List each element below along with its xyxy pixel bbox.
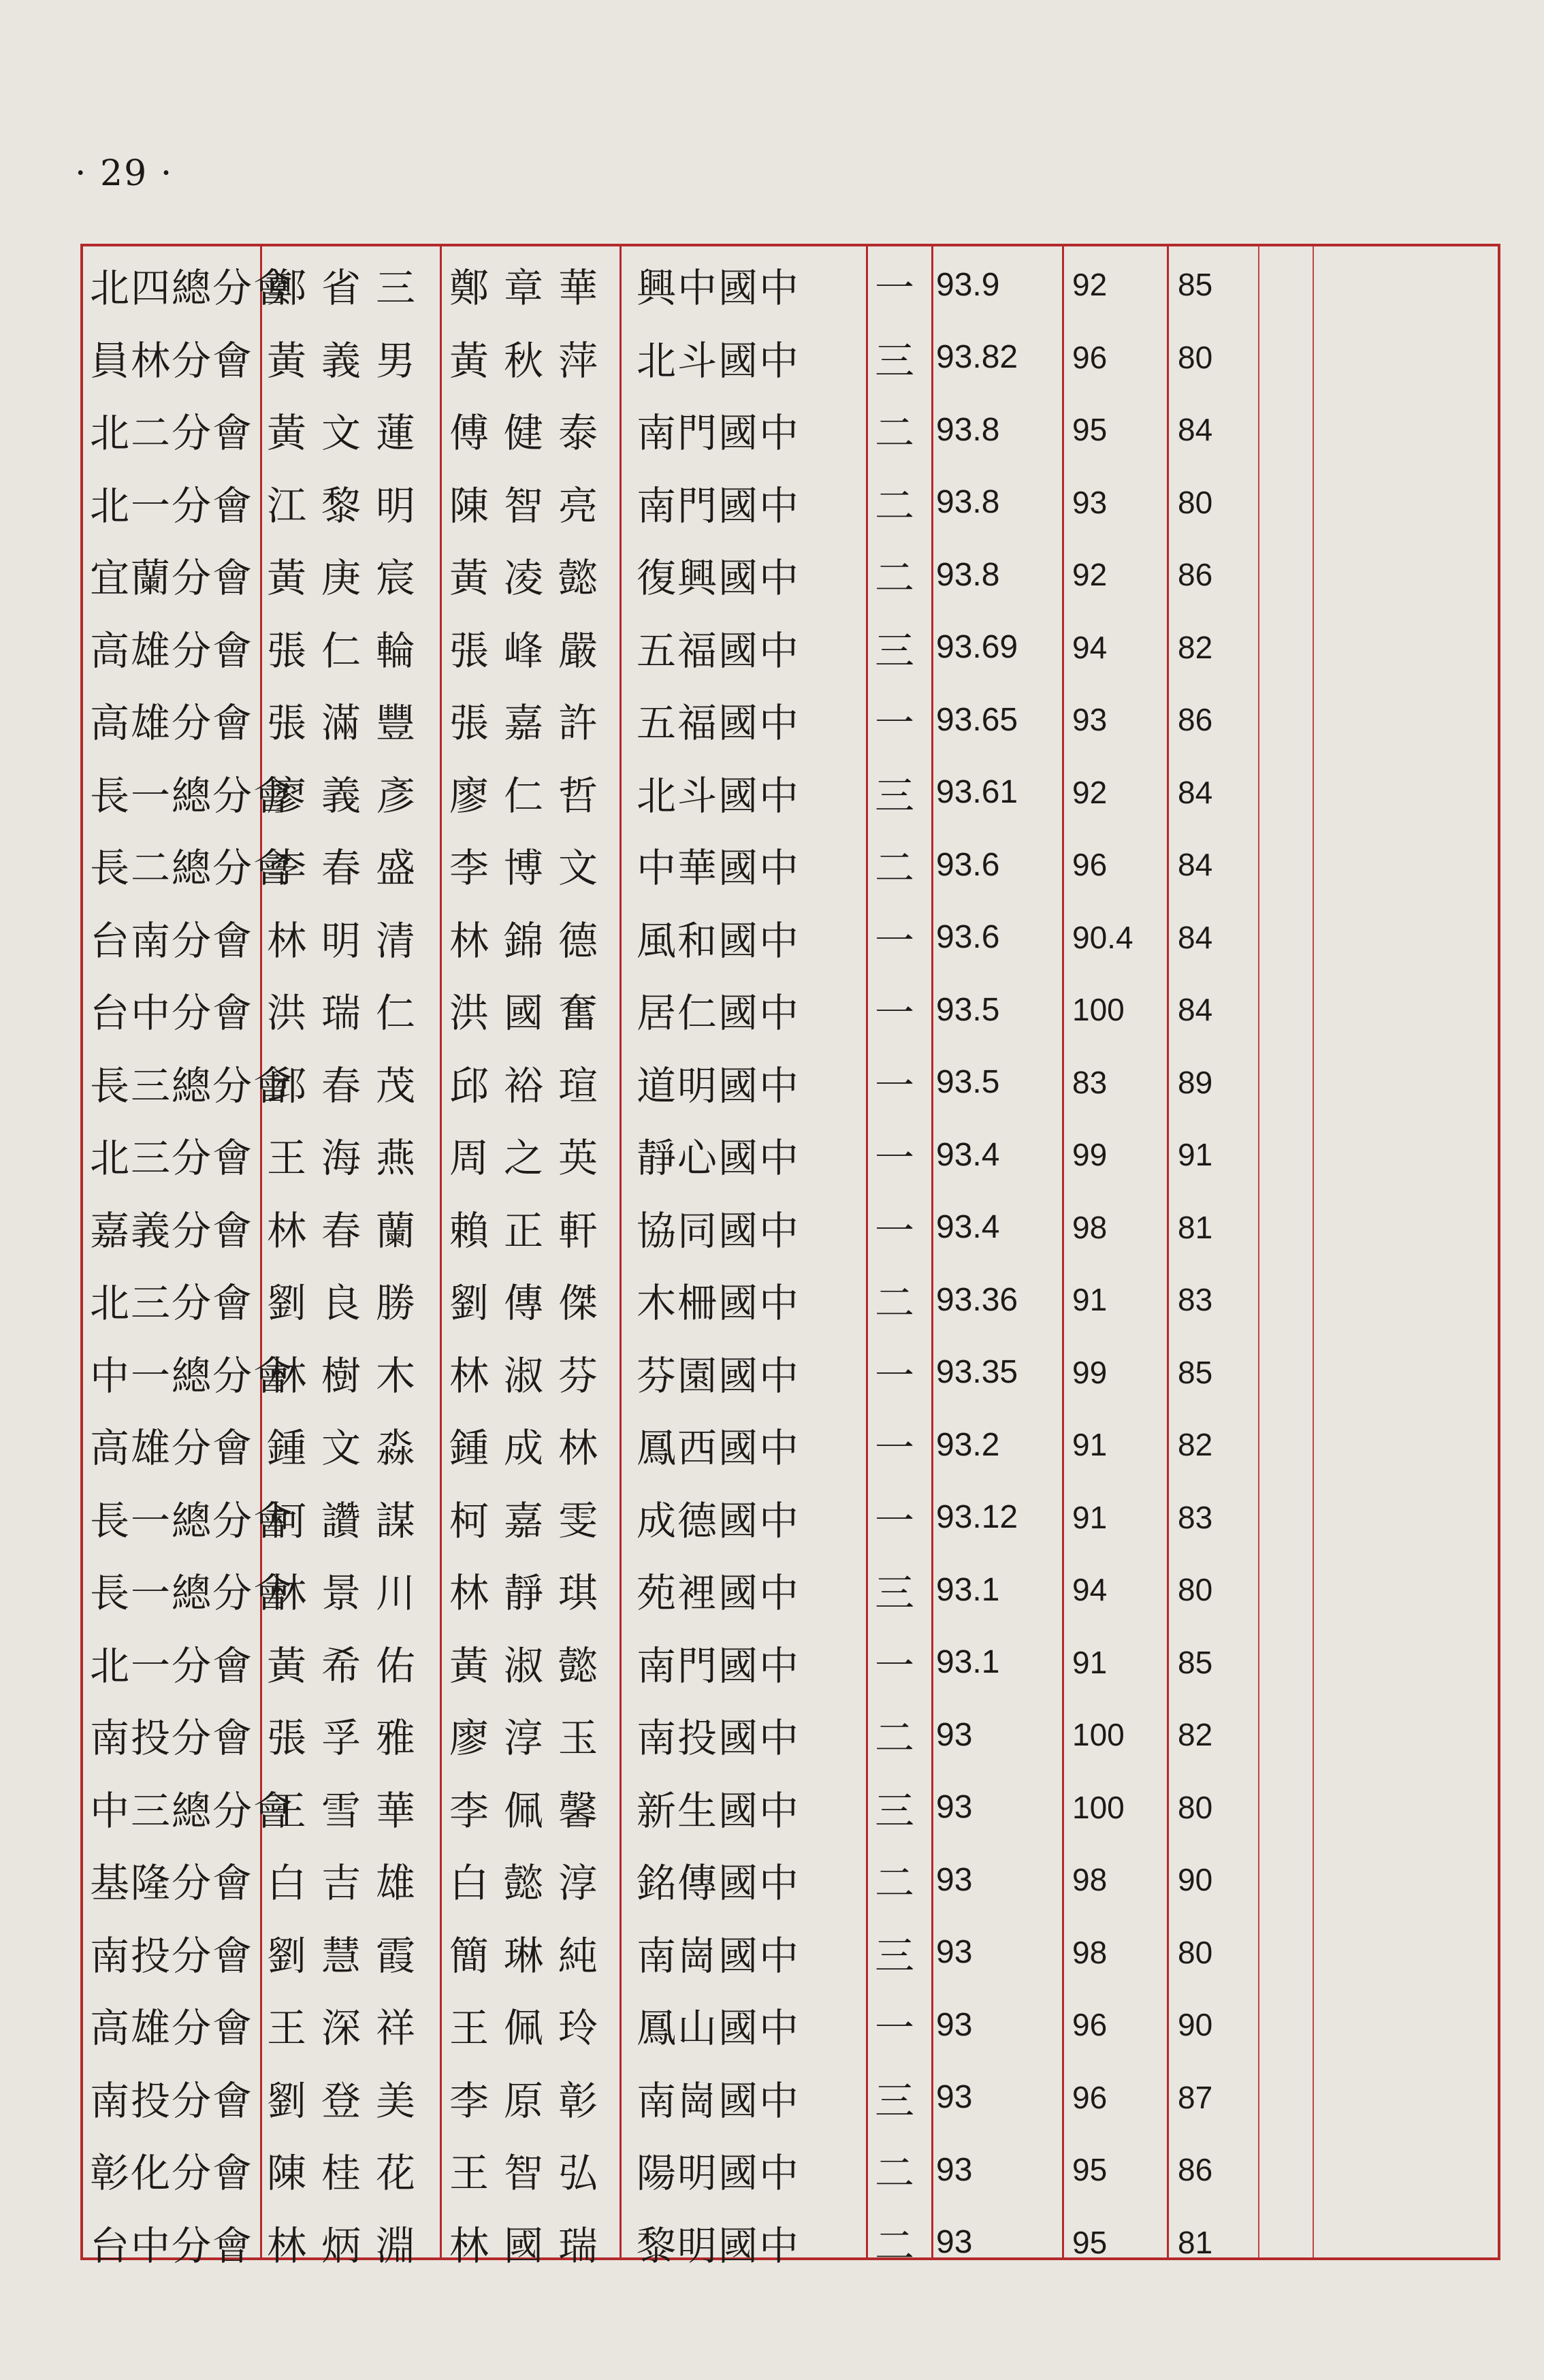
table-row [0, 248, 1544, 321]
score-1-cell: 92 [1072, 557, 1108, 592]
parent-name-cell: 林明清 [267, 917, 431, 964]
table-row [0, 2134, 1544, 2206]
grade-cell: 一 [875, 265, 915, 311]
branch-cell: 北一分會 [90, 1642, 254, 1689]
parent-name-cell: 廖義彥 [267, 772, 431, 819]
grade-cell: 三 [875, 2077, 915, 2124]
score-2-cell: 82 [1178, 1717, 1213, 1752]
average-score-cell: 93 [936, 1861, 973, 1898]
parent-name-cell: 林景川 [267, 1570, 431, 1616]
branch-cell: 高雄分會 [90, 700, 254, 746]
score-2-cell: 84 [1178, 847, 1213, 882]
score-2-cell: 80 [1178, 1934, 1213, 1970]
branch-cell: 台中分會 [90, 2222, 254, 2269]
score-2-cell: 84 [1178, 919, 1213, 955]
parent-name-cell: 陳桂花 [267, 2150, 431, 2196]
branch-cell: 長三總分會 [90, 1062, 295, 1109]
student-name-cell: 廖淳玉 [449, 1715, 613, 1761]
score-1-cell: 96 [1072, 2079, 1108, 2115]
parent-name-cell: 李春盛 [267, 845, 431, 891]
score-2-cell: 82 [1178, 629, 1213, 665]
parent-name-cell: 黃希佑 [267, 1642, 431, 1689]
parent-name-cell: 張孚雅 [267, 1715, 431, 1761]
grade-cell: 一 [875, 1425, 915, 1471]
grade-cell: 三 [875, 627, 915, 674]
score-1-cell: 96 [1072, 2007, 1108, 2042]
grade-cell: 二 [875, 1715, 915, 1761]
score-1-cell: 95 [1072, 2152, 1108, 2187]
parent-name-cell: 王雪華 [267, 1787, 431, 1834]
grade-cell: 一 [875, 700, 915, 746]
branch-cell: 北二分會 [90, 410, 254, 456]
table-row [0, 1699, 1544, 1771]
table-row [0, 538, 1544, 611]
branch-cell: 南投分會 [90, 1715, 254, 1761]
student-name-cell: 柯嘉雯 [449, 1497, 613, 1544]
average-score-cell: 93.82 [936, 339, 1018, 375]
school-cell: 五福國中 [637, 700, 801, 746]
parent-name-cell: 劉慧霞 [267, 1932, 431, 1979]
parent-name-cell: 洪瑞仁 [267, 990, 431, 1036]
table-row [0, 1844, 1544, 1916]
student-name-cell: 邱裕瑄 [449, 1062, 613, 1109]
average-score-cell: 93.8 [936, 411, 1000, 448]
page-number: · 29 · [75, 153, 174, 194]
school-cell: 風和國中 [637, 917, 801, 964]
branch-cell: 員林分會 [90, 337, 254, 384]
student-name-cell: 張峰嚴 [449, 627, 613, 674]
grade-cell: 一 [875, 2005, 915, 2051]
score-2-cell: 81 [1178, 2224, 1213, 2260]
branch-cell: 彰化分會 [90, 2150, 254, 2196]
score-1-cell: 96 [1072, 847, 1108, 882]
average-score-cell: 93.12 [936, 1499, 1018, 1535]
score-1-cell: 98 [1072, 1862, 1108, 1897]
score-1-cell: 94 [1072, 1572, 1108, 1607]
student-name-cell: 林靜琪 [449, 1570, 613, 1616]
table-row [0, 1554, 1544, 1626]
score-2-cell: 83 [1178, 1282, 1213, 1317]
grade-cell: 二 [875, 2150, 915, 2196]
table-row [0, 1046, 1544, 1119]
student-name-cell: 周之英 [449, 1135, 613, 1181]
school-cell: 南門國中 [637, 482, 801, 529]
score-2-cell: 84 [1178, 992, 1213, 1027]
student-name-cell: 林國瑞 [449, 2222, 613, 2269]
parent-name-cell: 張滿豐 [267, 700, 431, 746]
student-name-cell: 賴正軒 [449, 1207, 613, 1254]
score-2-cell: 86 [1178, 557, 1213, 592]
average-score-cell: 93.1 [936, 1644, 1000, 1680]
score-2-cell: 84 [1178, 774, 1213, 810]
table-row [0, 1989, 1544, 2061]
score-2-cell: 80 [1178, 484, 1213, 520]
student-name-cell: 廖仁哲 [449, 772, 613, 819]
school-cell: 北斗國中 [637, 772, 801, 819]
student-name-cell: 王智弘 [449, 2150, 613, 2196]
student-name-cell: 林錦德 [449, 917, 613, 964]
parent-name-cell: 黃庚宸 [267, 555, 431, 601]
parent-name-cell: 王深祥 [267, 2005, 431, 2051]
table-row [0, 756, 1544, 829]
score-1-cell: 98 [1072, 1209, 1108, 1245]
table-row [0, 1336, 1544, 1409]
table-row [0, 393, 1544, 466]
student-name-cell: 鄭章華 [449, 265, 613, 311]
table-row [0, 321, 1544, 393]
student-name-cell: 劉傳傑 [449, 1280, 613, 1326]
table-row [0, 684, 1544, 756]
branch-cell: 北三分會 [90, 1135, 254, 1181]
score-1-cell: 94 [1072, 629, 1108, 665]
grade-cell: 二 [875, 845, 915, 891]
score-2-cell: 85 [1178, 1354, 1213, 1390]
student-name-cell: 簡琳純 [449, 1932, 613, 1979]
score-1-cell: 93 [1072, 702, 1108, 737]
score-2-cell: 81 [1178, 1209, 1213, 1245]
score-1-cell: 99 [1072, 1137, 1108, 1172]
school-cell: 南崗國中 [637, 1932, 801, 1979]
student-name-cell: 陳智亮 [449, 482, 613, 529]
parent-name-cell: 邱春茂 [267, 1062, 431, 1109]
score-1-cell: 91 [1072, 1499, 1108, 1535]
table-row [0, 2206, 1544, 2279]
score-2-cell: 89 [1178, 1064, 1213, 1100]
school-cell: 南崗國中 [637, 2077, 801, 2124]
school-cell: 芬園國中 [637, 1352, 801, 1399]
table-row [0, 829, 1544, 901]
table-row [0, 1626, 1544, 1699]
average-score-cell: 93.4 [936, 1136, 1000, 1173]
parent-name-cell: 王海燕 [267, 1135, 431, 1181]
school-cell: 木柵國中 [637, 1280, 801, 1326]
grade-cell: 二 [875, 482, 915, 529]
student-name-cell: 李博文 [449, 845, 613, 891]
average-score-cell: 93.1 [936, 1571, 1000, 1608]
score-1-cell: 90.4 [1072, 919, 1133, 955]
parent-name-cell: 鍾文淼 [267, 1425, 431, 1471]
grade-cell: 二 [875, 1860, 915, 1906]
score-2-cell: 86 [1178, 2152, 1213, 2187]
score-1-cell: 100 [1072, 992, 1125, 1027]
grade-cell: 三 [875, 1570, 915, 1616]
average-score-cell: 93.5 [936, 1064, 1000, 1100]
branch-cell: 高雄分會 [90, 1425, 254, 1471]
average-score-cell: 93 [936, 1789, 973, 1825]
average-score-cell: 93.65 [936, 701, 1018, 738]
branch-cell: 高雄分會 [90, 2005, 254, 2051]
school-cell: 道明國中 [637, 1062, 801, 1109]
score-1-cell: 83 [1072, 1064, 1108, 1100]
student-name-cell: 傅健泰 [449, 410, 613, 456]
branch-cell: 南投分會 [90, 2077, 254, 2124]
grade-cell: 三 [875, 1932, 915, 1979]
score-1-cell: 100 [1072, 1717, 1125, 1752]
school-cell: 南門國中 [637, 410, 801, 456]
school-cell: 銘傳國中 [637, 1860, 801, 1906]
score-2-cell: 87 [1178, 2079, 1213, 2115]
score-1-cell: 95 [1072, 2224, 1108, 2260]
grade-cell: 一 [875, 990, 915, 1036]
student-name-cell: 李原彰 [449, 2077, 613, 2124]
table-row [0, 1409, 1544, 1481]
grade-cell: 三 [875, 337, 915, 384]
school-cell: 成德國中 [637, 1497, 801, 1544]
score-1-cell: 98 [1072, 1934, 1108, 1970]
branch-cell: 中一總分會 [90, 1352, 295, 1399]
student-name-cell: 白懿淳 [449, 1860, 613, 1906]
parent-name-cell: 張仁輪 [267, 627, 431, 674]
score-1-cell: 92 [1072, 774, 1108, 810]
school-cell: 居仁國中 [637, 990, 801, 1036]
branch-cell: 長一總分會 [90, 1497, 295, 1544]
school-cell: 陽明國中 [637, 2150, 801, 2196]
parent-name-cell: 劉登美 [267, 2077, 431, 2124]
student-name-cell: 王佩玲 [449, 2005, 613, 2051]
branch-cell: 嘉義分會 [90, 1207, 254, 1254]
parent-name-cell: 林炳淵 [267, 2222, 431, 2269]
grade-cell: 二 [875, 2222, 915, 2269]
score-2-cell: 80 [1178, 1572, 1213, 1607]
school-cell: 興中國中 [637, 265, 801, 311]
grade-cell: 一 [875, 1642, 915, 1689]
grade-cell: 一 [875, 1497, 915, 1544]
score-2-cell: 80 [1178, 1789, 1213, 1825]
table-row [0, 974, 1544, 1046]
score-1-cell: 95 [1072, 412, 1108, 447]
parent-name-cell: 劉良勝 [267, 1280, 431, 1326]
score-1-cell: 92 [1072, 267, 1108, 302]
table-row [0, 1481, 1544, 1554]
average-score-cell: 93.61 [936, 774, 1018, 810]
table-row [0, 1264, 1544, 1336]
average-score-cell: 93.6 [936, 919, 1000, 955]
grade-cell: 三 [875, 772, 915, 819]
score-2-cell: 85 [1178, 1644, 1213, 1680]
score-1-cell: 91 [1072, 1427, 1108, 1462]
score-2-cell: 85 [1178, 267, 1213, 302]
branch-cell: 北四總分會 [90, 265, 295, 311]
school-cell: 新生國中 [637, 1787, 801, 1834]
grade-cell: 一 [875, 1352, 915, 1399]
school-cell: 南門國中 [637, 1642, 801, 1689]
score-2-cell: 86 [1178, 702, 1213, 737]
score-1-cell: 99 [1072, 1354, 1108, 1390]
branch-cell: 長二總分會 [90, 845, 295, 891]
average-score-cell: 93.2 [936, 1426, 1000, 1463]
score-1-cell: 96 [1072, 339, 1108, 375]
average-score-cell: 93 [936, 2224, 973, 2260]
average-score-cell: 93.9 [936, 266, 1000, 303]
school-cell: 北斗國中 [637, 337, 801, 384]
branch-cell: 長一總分會 [90, 1570, 295, 1616]
school-cell: 黎明國中 [637, 2222, 801, 2269]
score-1-cell: 91 [1072, 1644, 1108, 1680]
student-name-cell: 黃秋萍 [449, 337, 613, 384]
table-row [0, 611, 1544, 684]
school-cell: 鳳西國中 [637, 1425, 801, 1471]
branch-cell: 高雄分會 [90, 627, 254, 674]
parent-name-cell: 白吉雄 [267, 1860, 431, 1906]
branch-cell: 台中分會 [90, 990, 254, 1036]
average-score-cell: 93 [936, 1716, 973, 1753]
average-score-cell: 93.5 [936, 991, 1000, 1028]
score-2-cell: 82 [1178, 1427, 1213, 1462]
grade-cell: 一 [875, 1062, 915, 1109]
student-name-cell: 李佩馨 [449, 1787, 613, 1834]
student-name-cell: 鍾成林 [449, 1425, 613, 1471]
grade-cell: 一 [875, 1135, 915, 1181]
table-row [0, 1119, 1544, 1191]
parent-name-cell: 林樹木 [267, 1352, 431, 1399]
branch-cell: 北一分會 [90, 482, 254, 529]
parent-name-cell: 柯讚謀 [267, 1497, 431, 1544]
average-score-cell: 93.4 [936, 1209, 1000, 1245]
grade-cell: 三 [875, 1787, 915, 1834]
table-row [0, 1916, 1544, 1989]
table-row [0, 1191, 1544, 1264]
student-name-cell: 林淑芬 [449, 1352, 613, 1399]
student-name-cell: 洪國奮 [449, 990, 613, 1036]
grade-cell: 二 [875, 1280, 915, 1326]
school-cell: 靜心國中 [637, 1135, 801, 1181]
grade-cell: 二 [875, 410, 915, 456]
school-cell: 復興國中 [637, 555, 801, 601]
grade-cell: 一 [875, 917, 915, 964]
average-score-cell: 93.8 [936, 556, 1000, 593]
score-2-cell: 90 [1178, 1862, 1213, 1897]
average-score-cell: 93.69 [936, 629, 1018, 665]
grade-cell: 二 [875, 555, 915, 601]
average-score-cell: 93 [936, 1934, 973, 1970]
parent-name-cell: 林春蘭 [267, 1207, 431, 1254]
parent-name-cell: 江黎明 [267, 482, 431, 529]
average-score-cell: 93.35 [936, 1354, 1018, 1390]
parent-name-cell: 黃義男 [267, 337, 431, 384]
grade-cell: 一 [875, 1207, 915, 1254]
student-name-cell: 黃淑懿 [449, 1642, 613, 1689]
school-cell: 中華國中 [637, 845, 801, 891]
score-2-cell: 80 [1178, 339, 1213, 375]
school-cell: 五福國中 [637, 627, 801, 674]
parent-name-cell: 黃文蓮 [267, 410, 431, 456]
student-name-cell: 張嘉許 [449, 700, 613, 746]
score-2-cell: 91 [1178, 1137, 1213, 1172]
school-cell: 南投國中 [637, 1715, 801, 1761]
branch-cell: 中三總分會 [90, 1787, 295, 1834]
branch-cell: 北三分會 [90, 1280, 254, 1326]
score-1-cell: 100 [1072, 1789, 1125, 1825]
average-score-cell: 93 [936, 2079, 973, 2115]
average-score-cell: 93.6 [936, 846, 1000, 883]
table-row [0, 2061, 1544, 2134]
school-cell: 鳳山國中 [637, 2005, 801, 2051]
average-score-cell: 93.8 [936, 484, 1000, 520]
school-cell: 協同國中 [637, 1207, 801, 1254]
branch-cell: 南投分會 [90, 1932, 254, 1979]
table-row [0, 1771, 1544, 1844]
score-2-cell: 83 [1178, 1499, 1213, 1535]
average-score-cell: 93 [936, 2151, 973, 2188]
school-cell: 苑裡國中 [637, 1570, 801, 1616]
score-1-cell: 93 [1072, 484, 1108, 520]
parent-name-cell: 鄭省三 [267, 265, 431, 311]
table-row [0, 466, 1544, 538]
score-1-cell: 91 [1072, 1282, 1108, 1317]
branch-cell: 長一總分會 [90, 772, 295, 819]
branch-cell: 宜蘭分會 [90, 555, 254, 601]
average-score-cell: 93.36 [936, 1281, 1018, 1318]
branch-cell: 台南分會 [90, 917, 254, 964]
branch-cell: 基隆分會 [90, 1860, 254, 1906]
score-2-cell: 84 [1178, 412, 1213, 447]
student-name-cell: 黃凌懿 [449, 555, 613, 601]
table-row [0, 901, 1544, 974]
average-score-cell: 93 [936, 2006, 973, 2043]
score-2-cell: 90 [1178, 2007, 1213, 2042]
